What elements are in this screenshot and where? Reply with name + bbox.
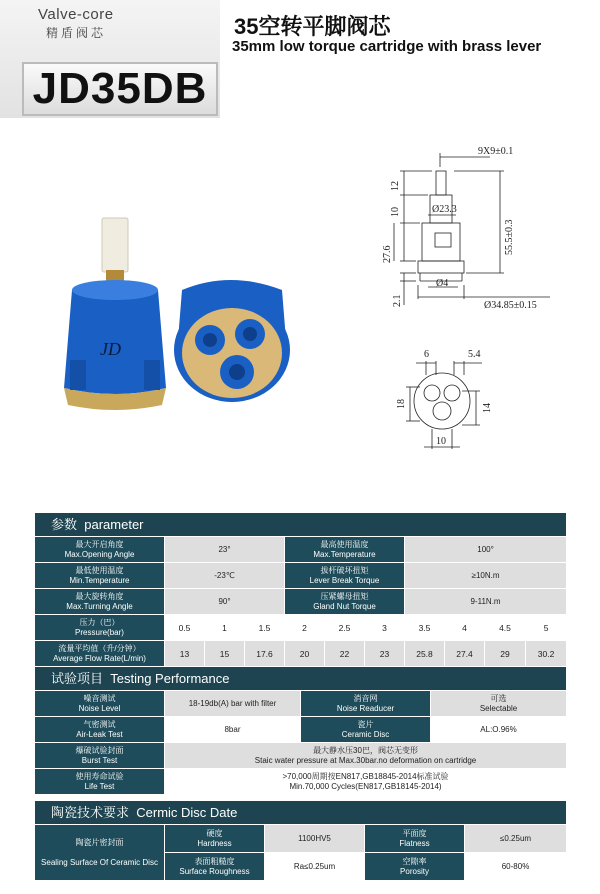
table-cell: 27.4: [445, 641, 485, 667]
cell-text: Max.Temperature: [313, 549, 376, 559]
cell-text: 参数: [51, 516, 78, 532]
table-cell: 18-19db(A) bar with filter: [165, 691, 301, 717]
cell-text: Staic water pressure at Max.30bar.no deformation on cartridge: [254, 755, 477, 765]
table-cell: 9-11N.m: [405, 589, 567, 615]
cell-text: Burst Test: [81, 755, 118, 765]
cell-text: Selectable: [479, 703, 518, 713]
dim-height: 55.5±0.3: [504, 219, 515, 255]
cell-text: Max.Opening Angle: [64, 549, 135, 559]
table-cell: 15: [205, 641, 245, 667]
table-cell: [35, 743, 165, 769]
cell-text: 平面度: [402, 828, 427, 838]
table-cell: [365, 853, 465, 881]
cell-text: parameter: [84, 516, 144, 532]
ceramic-section-header: [35, 801, 567, 825]
pressure-row: [35, 615, 567, 641]
table-cell: 23: [365, 641, 405, 667]
stem-icon: [102, 218, 128, 272]
table-cell: [301, 717, 431, 743]
table-cell: ≥10N.m: [405, 563, 567, 589]
table-cell: AL:O.96%: [431, 717, 567, 743]
dim-5-4: 5.4: [468, 349, 481, 360]
cell-text: 试验项目: [51, 670, 104, 686]
cell-text: Noise Level: [78, 703, 121, 713]
table-cell: [165, 743, 567, 769]
table-cell: [165, 769, 567, 795]
table-cell: 4: [445, 615, 485, 641]
table-cell: [35, 641, 165, 667]
table-cell: [35, 589, 165, 615]
cell-text: 拔杆破坏扭矩: [320, 565, 369, 575]
cell-text: 最低使用温度: [75, 565, 124, 575]
table-cell: [35, 563, 165, 589]
table-cell: [365, 825, 465, 853]
cell-text: 使用寿命试验: [75, 771, 124, 781]
cell-text: Average Flow Rate(L/min): [53, 653, 146, 663]
dim-27-6: 27.6: [382, 245, 393, 263]
cell-text: Porosity: [400, 866, 429, 876]
cell-text: 气密测试: [83, 719, 116, 729]
cell-text: 硬度: [206, 828, 223, 838]
cell-text: Hardness: [197, 838, 232, 848]
cell-text: Testing Performance: [110, 670, 230, 686]
body-marking: JD: [100, 339, 121, 359]
cell-text: Sealing Surface Of Ceramic Disc: [41, 857, 158, 867]
table-cell: 30.2: [526, 641, 567, 667]
table-cell: [35, 825, 165, 881]
brand-name-en: Valve-core: [38, 6, 114, 23]
table-cell: 4.5: [485, 615, 526, 641]
table-cell: 0.5: [165, 615, 205, 641]
table-cell: 23°: [165, 537, 285, 563]
model-number: JD35DB: [32, 64, 208, 113]
table-cell: 2.5: [325, 615, 365, 641]
technical-drawing-bottom: [390, 345, 500, 455]
cell-text: 压力（巴）: [79, 617, 120, 627]
table-cell: [35, 691, 165, 717]
table-row: [35, 537, 567, 563]
table-cell: 2: [285, 615, 325, 641]
table-row: [35, 743, 567, 769]
table-cell: 3: [365, 615, 405, 641]
table-row: [35, 769, 567, 795]
dim-10-bottom: 10: [436, 436, 446, 447]
table-cell: Ra≤0.25um: [265, 853, 365, 881]
cell-text: 最大开启角度: [75, 539, 124, 549]
cell-text: Life Test: [84, 781, 115, 791]
cell-text: 爆破试验封面: [75, 745, 124, 755]
cell-text: 最高使用温度: [320, 539, 369, 549]
cell-text: 陶瓷技术要求: [51, 804, 130, 820]
product-photo: [50, 210, 310, 420]
table-cell: 5: [526, 615, 567, 641]
table-cell: 8bar: [165, 717, 301, 743]
cell-text: 瓷片: [357, 719, 374, 729]
table-row: [35, 825, 567, 853]
table-cell: [285, 537, 405, 563]
table-row: [35, 691, 567, 717]
cell-text: 最大旋转角度: [75, 591, 124, 601]
testing-section-header: [35, 667, 567, 691]
table-cell: 25.8: [405, 641, 445, 667]
table-cell: 29: [485, 641, 526, 667]
cell-text: Pressure(bar): [75, 627, 124, 637]
table-cell: [165, 853, 265, 881]
cell-text: Ceramic Disc: [341, 729, 390, 739]
table-row: [35, 717, 567, 743]
cell-text: >70,000周期按EN817,GB18845-2014标准试验: [282, 771, 449, 781]
cell-text: Min.Temperature: [69, 575, 130, 585]
dim-6: 6: [424, 349, 429, 360]
table-cell: [35, 537, 165, 563]
dim-18: 18: [396, 399, 407, 409]
table-cell: [301, 691, 431, 717]
cell-text: Flatness: [399, 838, 430, 848]
table-cell: [285, 563, 405, 589]
table-cell: 22: [325, 641, 365, 667]
flow-row: [35, 641, 567, 667]
dim-lever-size: 9X9±0.1: [478, 146, 514, 157]
cell-text: 最大静水压30巴，阀芯无变形: [313, 745, 418, 755]
testing-table: [34, 666, 567, 795]
dim-12: 12: [390, 181, 401, 191]
table-row: [35, 589, 567, 615]
table-cell: 20: [285, 641, 325, 667]
technical-drawing-side: [370, 145, 570, 320]
model-box: [22, 62, 218, 116]
dim-14: 14: [482, 403, 493, 413]
table-cell: [35, 717, 165, 743]
cell-text: Surface Roughness: [179, 866, 250, 876]
table-cell: [165, 825, 265, 853]
cell-text: Air-Leak Test: [76, 729, 123, 739]
cell-text: Min.70,000 Cycles(EN817,GB18145-2014): [289, 781, 442, 791]
cell-text: Max.Turning Angle: [66, 601, 133, 611]
cartridge-side-view: [64, 218, 166, 410]
cell-text: 表面粗糙度: [194, 856, 235, 866]
table-cell: 17.6: [245, 641, 285, 667]
dim-10: 10: [390, 207, 401, 217]
product-title-en: 35mm low torque cartridge with brass lever: [232, 38, 542, 55]
brand-name-cn: 精盾阀芯: [46, 26, 107, 40]
table-cell: 90°: [165, 589, 285, 615]
cartridge-bottom-view: [174, 280, 290, 402]
cell-text: 压紧螺母扭矩: [320, 591, 369, 601]
dim-diameter: Ø23.3: [432, 204, 457, 215]
cell-text: Lever Break Torque: [309, 575, 380, 585]
cell-text: 陶瓷片密封面: [75, 837, 124, 847]
table-cell: -23℃: [165, 563, 285, 589]
table-cell: 1: [205, 615, 245, 641]
cell-text: Gland Nut Torque: [313, 601, 376, 611]
cell-text: Noise Readucer: [336, 703, 395, 713]
cell-text: 消音网: [353, 693, 378, 703]
cell-text: 可选: [490, 693, 507, 703]
cell-text: 空隙率: [402, 856, 427, 866]
parameter-section-header: [35, 513, 567, 537]
product-title-cn: 35空转平脚阀芯: [234, 14, 391, 39]
table-cell: [35, 769, 165, 795]
table-cell: 1.5: [245, 615, 285, 641]
cell-text: 噪音测试: [83, 693, 116, 703]
dim-phi4: Ø4: [436, 278, 449, 289]
table-cell: 3.5: [405, 615, 445, 641]
table-cell: [285, 589, 405, 615]
table-cell: [35, 615, 165, 641]
cell-text: 流量平均值（升/分钟）: [58, 643, 141, 653]
dim-2-1: 2.1: [392, 294, 403, 307]
dim-base-diameter: Ø34.85±0.15: [484, 300, 537, 311]
cell-text: Cermic Disc Date: [136, 804, 238, 820]
table-row: [35, 563, 567, 589]
table-cell: [431, 691, 567, 717]
ceramic-table: [34, 800, 567, 881]
table-cell: ≤0.25um: [465, 825, 567, 853]
table-cell: 60-80%: [465, 853, 567, 881]
table-cell: 13: [165, 641, 205, 667]
table-cell: 100°: [405, 537, 567, 563]
parameter-table: [34, 512, 567, 667]
table-cell: 1100HV5: [265, 825, 365, 853]
